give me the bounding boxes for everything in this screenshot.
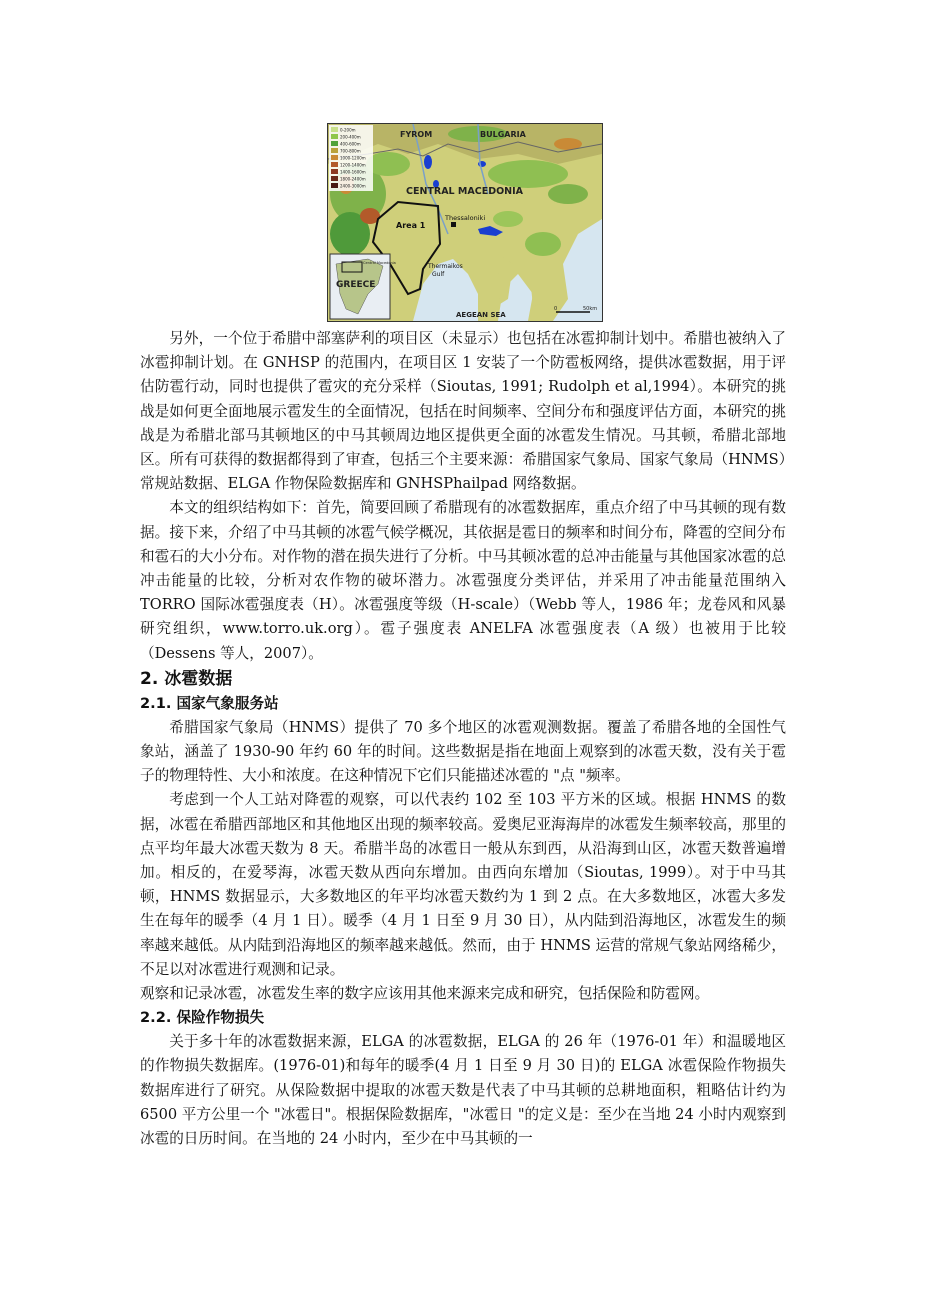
paragraph-hnms-frequency: 考虑到一个人工站对降雹的观察，可以代表约 102 至 103 平方米的区域。根据 HNMS 的数据，冰雹在希腊西部地区和其他地区出现的频率较高。爱奥尼亚海海岸的冰雹发生频率较高，那里的点平均年最大冰雹天数为 8 天。希腊半岛的冰雹日一般从东到西，从沿海到山区，冰雹天数普遍增加。相反的，在爱琴海，冰雹天数从西向东增加。由西向东增加（Sioutas, 1999）。对于中马其顿，HNMS 数据显示，大多数地区的年平均冰雹天数约为 1 到 2 点。在大多数地区，冰雹大多发生在每年的暖季（4 月 1 日）。暖季（4 月 1 日至 9 月 30 日），从内陆到沿海地区，冰雹发生的频率越来越低。从内陆到沿海地区的频率越来越低。然而，由于 HNMS 运营的常规气象站网络稀少，不足以对冰雹进行观测和记录。 (140, 791, 786, 978)
scale-zero: 0 (554, 306, 558, 312)
subsection-heading-met-service: 2.1. 国家气象服务站 (140, 694, 279, 712)
paragraph-structure: 本文的组织结构如下：首先，简要回顾了希腊现有的冰雹数据库，重点介绍了中马其顿的现有数据。接下来，介绍了中马其顿的冰雹气候学概况，其依据是雹日的频率和时间分布，降雹的空间分布和雹石的大小分布。对作物的潜在损失进行了分析。中马其顿冰雹的总冲击能量与其他国家冰雹的总冲击能量的比较，分析对农作物的破坏潜力。冰雹强度分类评估，并采用了冲击能量范围纳入 TORRO 国际冰雹强度表（H）。冰雹强度等级（H-scale）（Webb 等人，1986 年；龙卷风和风暴研究组织，www.torro.uk.org）。雹子强度表 ANELFA 冰雹强度表（A 级）也被用于比较（Dessens 等人，2007）。 (140, 499, 786, 662)
legend-label: 0-200m (340, 127, 356, 133)
legend-swatch (331, 134, 338, 139)
legend-label: 700-800m (340, 148, 361, 154)
section-heading-hail-data: 2. 冰雹数据 (140, 668, 233, 689)
legend-label: 200-400m (340, 134, 361, 140)
legend-label: 2400-3000m (340, 183, 366, 189)
legend-swatch (331, 155, 338, 160)
paragraph-observation: 观察和记录冰雹，冰雹发生率的数字应该用其他来源来完成和研究，包括保险和防雹网。 (140, 985, 710, 1003)
legend-label: 400-600m (340, 141, 361, 147)
label-area1: Area 1 (396, 221, 426, 230)
map-graphic (328, 124, 602, 321)
legend-swatch (331, 127, 338, 132)
label-aegean-sea: AEGEAN SEA (456, 311, 506, 319)
legend-label: 1400-1600m (340, 169, 366, 175)
scale-km: 50km (583, 306, 598, 312)
paragraph-insurance: 关于多十年的冰雹数据来源，ELGA 的冰雹数据，ELGA 的 26 年（1976-01 年）和温暖地区的作物损失数据库。(1976-01)和每年的暖季(4 月 1 日至 9 月 30 日)的 ELGA 冰雹保险作物损失数据库进行了研究。从保险数据中提取的冰雹天数是代表了中马其顿的总耕地面积，粗略估计约为 6500 平方公里一个 "冰雹日"。根据保险数据库，"冰雹日 "的定义是：至少在当地 24 小时内观察到冰雹的日历时间。在当地的 24 小时内，至少在中马其顿的一 (140, 1033, 786, 1148)
legend-label: 1800-2400m (340, 176, 366, 182)
subsection-heading-insurance: 2.2. 保险作物损失 (140, 1009, 265, 1027)
legend-swatch (331, 176, 338, 181)
legend-swatch (331, 169, 338, 174)
legend-label: 1000-1200m (340, 155, 366, 161)
legend-swatch (331, 148, 338, 153)
legend-label: 1200-1400m (340, 162, 366, 168)
article-body (140, 327, 786, 1151)
label-bulgaria: BULGARIA (480, 130, 526, 139)
legend-swatch (331, 141, 338, 146)
legend-swatch (331, 162, 338, 167)
legend-swatch (331, 183, 338, 188)
map-figure (327, 123, 603, 322)
label-thessaloniki: Thessaloniki (445, 214, 486, 222)
map-legend (329, 125, 373, 191)
label-gulf: Gulf (432, 271, 445, 278)
label-thermaikos: Thermaikos (428, 263, 463, 270)
paragraph-hnms: 希腊国家气象局（HNMS）提供了 70 多个地区的冰雹观测数据。覆盖了希腊各地的全国性气象站，涵盖了 1930-90 年约 60 年的时间。这些数据是指在地面上观察到的冰雹天数，没有关于雹子的物理特性、大小和浓度。在这种情况下它们只能描述冰雹的 "点 "频率。 (140, 718, 786, 785)
paragraph-intro: 另外，一个位于希腊中部塞萨利的项目区（未显示）也包括在冰雹抑制计划中。希腊也被纳入了冰雹抑制计划。在 GNHSP 的范围内，在项目区 1 安装了一个防雹板网络，提供冰雹数据，用于评估防雹行动，同时也提供了雹灾的充分采样（Sioutas, 1991; Rudolph et al,1994）。本研究的挑战是如何更全面地展示雹发生的全面情况，包括在时间频率、空间分布和强度评估方面，本研究的挑战是为希腊北部马其顿地区的中马其顿周边地区提供更全面的冰雹发生情况。马其顿，希腊北部地区。所有可获得的数据都得到了审查，包括三个主要来源：希腊国家气象局、国家气象局（HNMS）常规站数据、ELGA 作物保险数据库和 GNHSPhailpad 网络数据。 (140, 330, 786, 493)
label-fyrom: FYROM (400, 130, 433, 139)
label-central-macedonia: CENTRAL MACEDONIA (406, 186, 523, 197)
label-greece: GREECE (336, 280, 376, 290)
label-inset-region: Central Macedonia (363, 261, 396, 265)
